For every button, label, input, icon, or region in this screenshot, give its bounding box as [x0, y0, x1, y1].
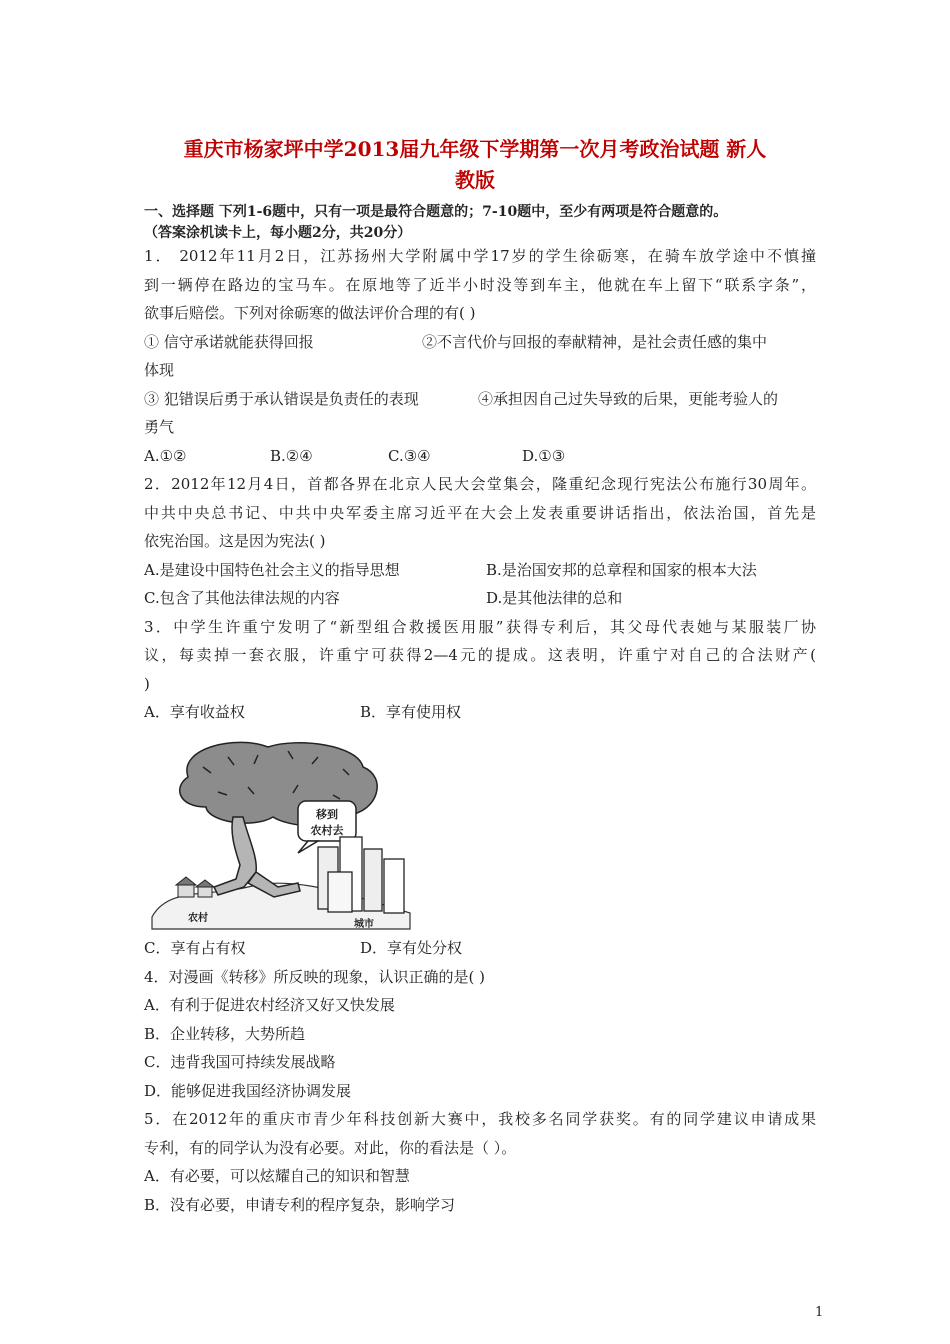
q1-line-3: 欲事后赔偿。下列对徐砺寒的做法评价合理的有( ): [144, 304, 476, 322]
q1-item-4-cont: 勇气: [144, 418, 175, 436]
q4-option-b: B．企业转移，大势所趋: [144, 1024, 306, 1043]
q4-option-c: C．违背我国可持续发展战略: [144, 1053, 336, 1071]
q1-item-2: ②不言代价与回报的奉献精神，是社会责任感的集中: [422, 332, 768, 351]
q3-option-b: B．享有使用权: [360, 703, 462, 721]
q1-items-row-1: [144, 328, 816, 357]
document-title: [140, 134, 810, 196]
q1-items-row-2: [144, 385, 816, 414]
q3-option-c: C．享有占有权: [144, 939, 246, 957]
q1-option-b: B.②④: [270, 446, 313, 465]
q3-line-1: 3．中学生许重宁发明了“新型组合救援医用服”获得专利后，其父母代表她与某服装厂协: [144, 617, 816, 636]
section-heading: [144, 202, 824, 244]
q2-options-row-2: [144, 584, 816, 613]
building-5: [328, 872, 352, 912]
q2-line-1: 2．2012年12月4日，首都各界在北京人民大会堂集会，隆重纪念现行宪法公布施行30周年。: [144, 475, 816, 493]
q1-option-a: A.①②: [144, 446, 187, 465]
building-3: [364, 849, 382, 911]
q3-option-d: D．享有处分权: [360, 939, 463, 957]
q1-options: [144, 442, 816, 471]
questions-body-continued: [144, 934, 816, 1219]
house-1-roof: [176, 877, 196, 885]
q4-option-d: D．能够促进我国经济协调发展: [144, 1081, 352, 1100]
q1-item-2-cont: 体现: [144, 361, 175, 379]
q5-line-2: 专利，有的同学认为没有必要。对此，你的看法是（ ）。: [144, 1138, 517, 1157]
q1-item-1: ① 信守承诺就能获得回报: [144, 332, 314, 351]
cartoon-illustration: [148, 737, 416, 933]
house-1: [178, 885, 194, 897]
q2-option-b: B.是治国安邦的总章程和国家的根本大法: [486, 560, 757, 579]
q4-stem: 4．对漫画《转移》所反映的现象，认识正确的是( ): [144, 967, 486, 986]
q1-line-2: 到一辆停在路边的宝马车。在原地等了近半小时没等到车主，他就在车上留下“联系字条”，: [144, 275, 816, 294]
house-2: [198, 887, 212, 897]
bubble-text-2: 农村去: [310, 824, 344, 837]
q1-line-1: 1． 2012年11月2日，江苏扬州大学附属中学17岁的学生徐砺寒，在骑车放学途中不慎撞: [144, 247, 816, 265]
q3-options-row-1: [144, 698, 816, 727]
q1-item-3: ③ 犯错误后勇于承认错误是负责任的表现: [144, 389, 419, 408]
q2-option-a: A.是建设中国特色社会主义的指导思想: [144, 560, 400, 579]
q2-line-3: 依宪治国。这是因为宪法( ): [144, 532, 326, 550]
q3-options-row-2: [144, 934, 816, 963]
building-4: [384, 859, 404, 913]
label-countryside: 农村: [188, 913, 208, 924]
section-heading-line-2: （答案涂机读卡上，每小题2分，共20分）: [144, 225, 412, 241]
page-number: 1: [815, 1305, 824, 1320]
house-2-roof: [196, 880, 214, 887]
bubble-text-1: 移到: [316, 808, 338, 821]
q2-option-c: C.包含了其他法律法规的内容: [144, 589, 340, 607]
q1-option-c: C.③④: [388, 446, 431, 465]
q5-option-b: B．没有必要，申请专利的程序复杂，影响学习: [144, 1195, 456, 1214]
q4-option-a: A．有利于促进农村经济又好又快发展: [144, 996, 395, 1014]
q3-line-3: ): [144, 674, 150, 693]
questions-body: [144, 242, 816, 727]
label-city: 城市: [354, 919, 374, 930]
q3-line-2: 议，每卖掉一套衣服，许重宁可获得2—4元的提成。这表明，许重宁对自己的合法财产(: [144, 646, 816, 664]
title-line-1: 重庆市杨家坪中学2013届九年级下学期第一次月考政治试题 新人: [183, 137, 767, 161]
q2-options-row-1: [144, 556, 816, 585]
title-line-2: 教版: [455, 168, 495, 192]
q1-option-d: D.①③: [522, 446, 566, 465]
q5-option-a: A．有必要，可以炫耀自己的知识和智慧: [144, 1167, 410, 1185]
section-heading-line-1: 一、选择题 下列1-6题中，只有一项是最符合题意的；7-10题中，至少有两项是符合题意的。: [144, 204, 728, 220]
q2-line-2: 中共中央总书记、中共中央军委主席习近平在大会上发表重要讲话指出，依法治国，首先是: [144, 503, 816, 522]
speech-bubble-tail: [298, 841, 318, 853]
q5-line-1: 5．在2012年的重庆市青少年科技创新大赛中，我校多名同学获奖。有的同学建议申请成果: [144, 1110, 816, 1128]
q3-option-a: A．享有收益权: [144, 703, 245, 721]
q2-option-d: D.是其他法律的总和: [486, 589, 623, 607]
q1-item-4: ④承担因自己过失导致的后果，更能考验人的: [478, 389, 779, 408]
